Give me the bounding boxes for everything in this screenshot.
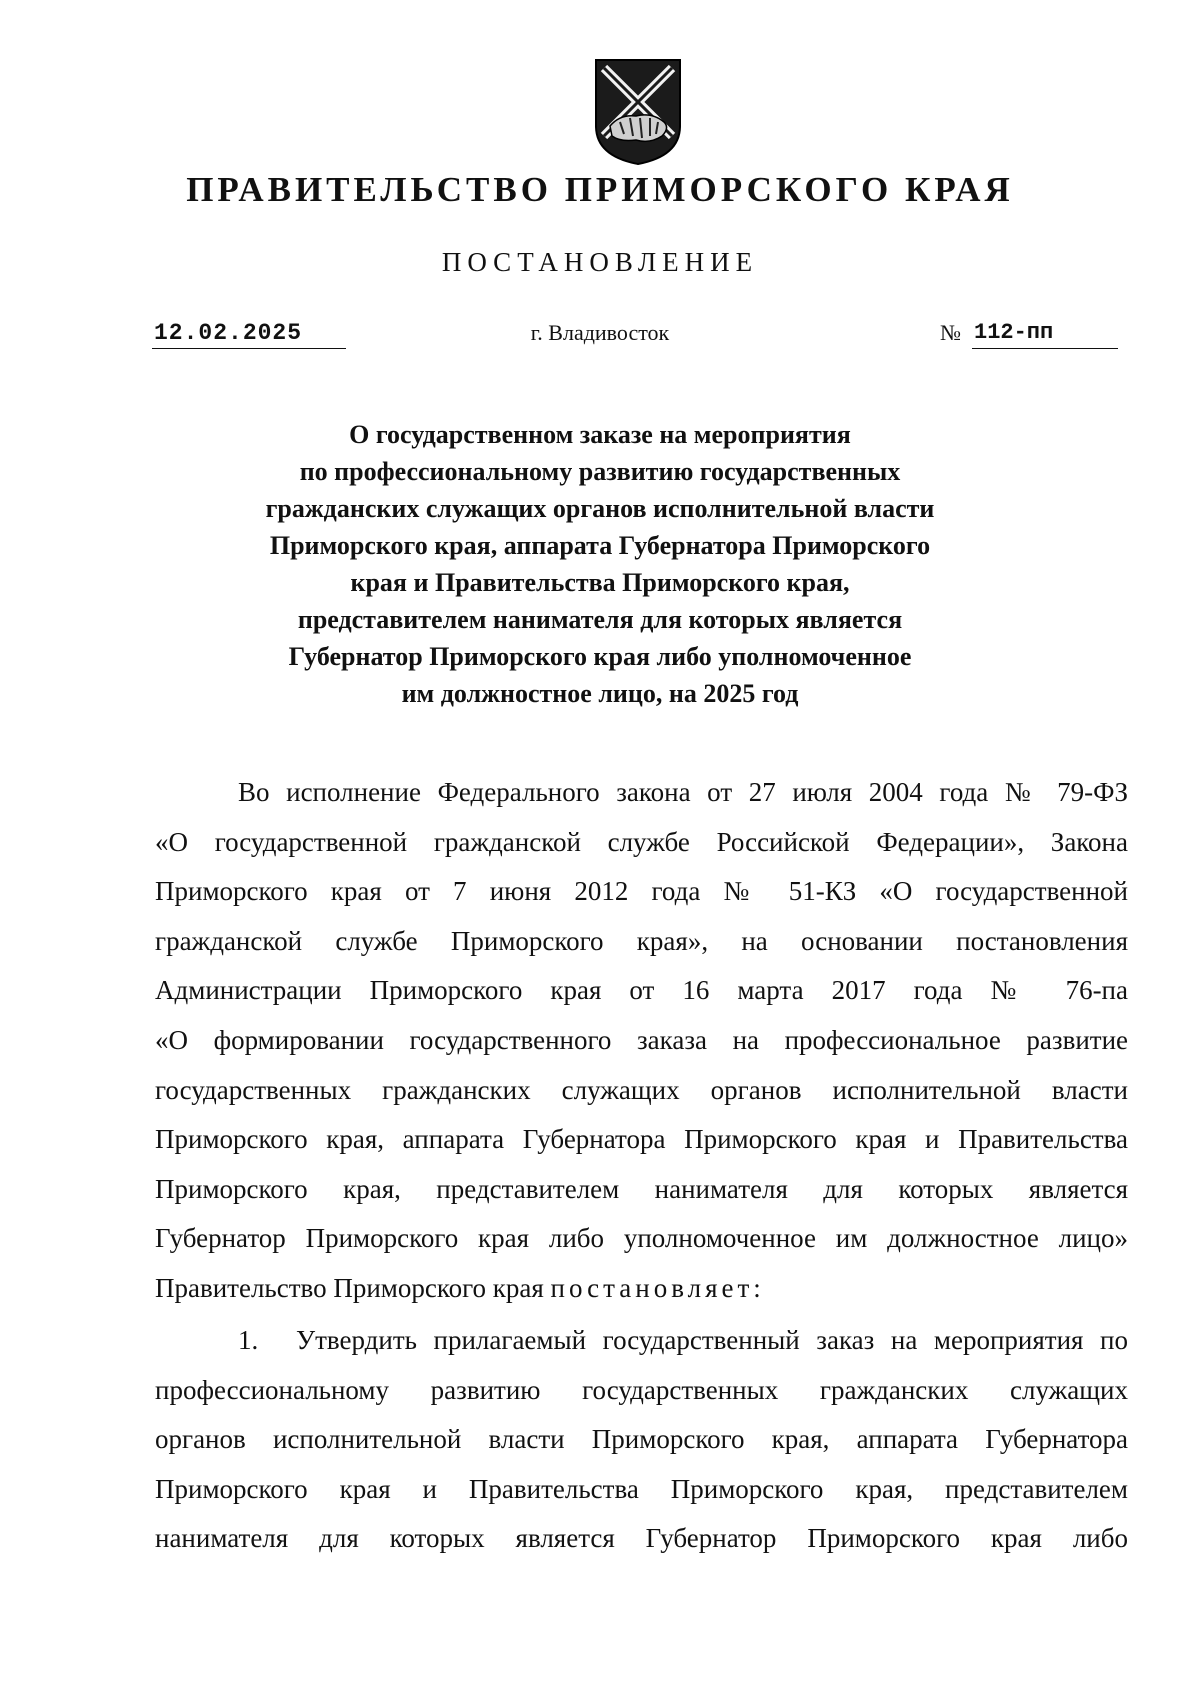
subject-line: гражданских служащих органов исполнительной власти (265, 494, 935, 523)
item-1-line: Приморского края и Правительства Приморского края, представителем (155, 1473, 1128, 1504)
subject-line: Приморского края, аппарата Губернатора Приморского (269, 531, 931, 560)
item-1-first-line (155, 1316, 1128, 1366)
document-date: 12.02.2025 (152, 318, 346, 349)
preamble-line: Приморского края от 7 июня 2012 года № 51-КЗ «О государственной (155, 876, 1128, 907)
government-title: ПРАВИТЕЛЬСТВО ПРИМОРСКОГО КРАЯ (186, 170, 1014, 209)
subject-line: им должностное лицо, на 2025 год (401, 679, 799, 708)
item-1-number: 1. (238, 1325, 259, 1355)
item-1-line: органов исполнительной власти Приморского края, аппарата Губернатора (155, 1424, 1128, 1455)
preamble-line: Приморского края, представителем нанимателя для которых является (155, 1173, 1128, 1204)
preamble-line: гражданской службе Приморского края», на основании постановления (155, 925, 1128, 956)
preamble-last-line-prefix: Правительство Приморского края (155, 1272, 544, 1303)
subject-line: края и Правительства Приморского края, (350, 568, 850, 597)
document-city: г. Владивосток (530, 320, 670, 345)
number-label: № (940, 320, 961, 345)
item-1-paragraph (155, 1316, 1128, 1564)
preamble-last-line (155, 1264, 1128, 1314)
emblem-tiger (610, 115, 667, 141)
document-type: ПОСТАНОВЛЕНИЕ (441, 247, 759, 277)
resolves-word: постановляет: (550, 1272, 765, 1303)
preamble-line: государственных гражданских служащих органов исполнительной власти (155, 1074, 1128, 1105)
preamble-line: Приморского края, аппарата Губернатора Приморского края и Правительства (155, 1124, 1128, 1155)
subject-line: представителем нанимателя для которых является (297, 605, 903, 634)
item-1-first-line-text: Утвердить прилагаемый государственный заказ на мероприятия по (296, 1325, 1128, 1355)
preamble-line: «О формировании государственного заказа на профессиональное развитие (155, 1024, 1128, 1055)
coat-of-arms-emblem (590, 56, 686, 168)
subject-line: О государственном заказе на мероприятия (349, 420, 851, 449)
preamble-line: Во исполнение Федерального закона от 27 июля 2004 года № 79-ФЗ (238, 777, 1128, 807)
document-subject (180, 416, 1020, 712)
item-1-line: профессиональному развитию государственных гражданских служащих (155, 1374, 1128, 1405)
preamble-line: Администрации Приморского края от 16 марта 2017 года № 76-па (155, 975, 1128, 1006)
subject-line: по профессиональному развитию государственных (299, 457, 901, 486)
document-number: 112-пп (972, 318, 1118, 349)
subject-line: Губернатор Приморского края либо уполномоченное (288, 642, 912, 671)
item-1-line: нанимателя для которых является Губернатор Приморского края либо (155, 1523, 1128, 1554)
preamble-paragraph (155, 768, 1128, 1314)
preamble-line: «О государственной гражданской службе Российской Федерации», Закона (155, 826, 1128, 857)
preamble-line: Губернатор Приморского края либо уполномоченное им должностное лицо» (155, 1223, 1128, 1254)
